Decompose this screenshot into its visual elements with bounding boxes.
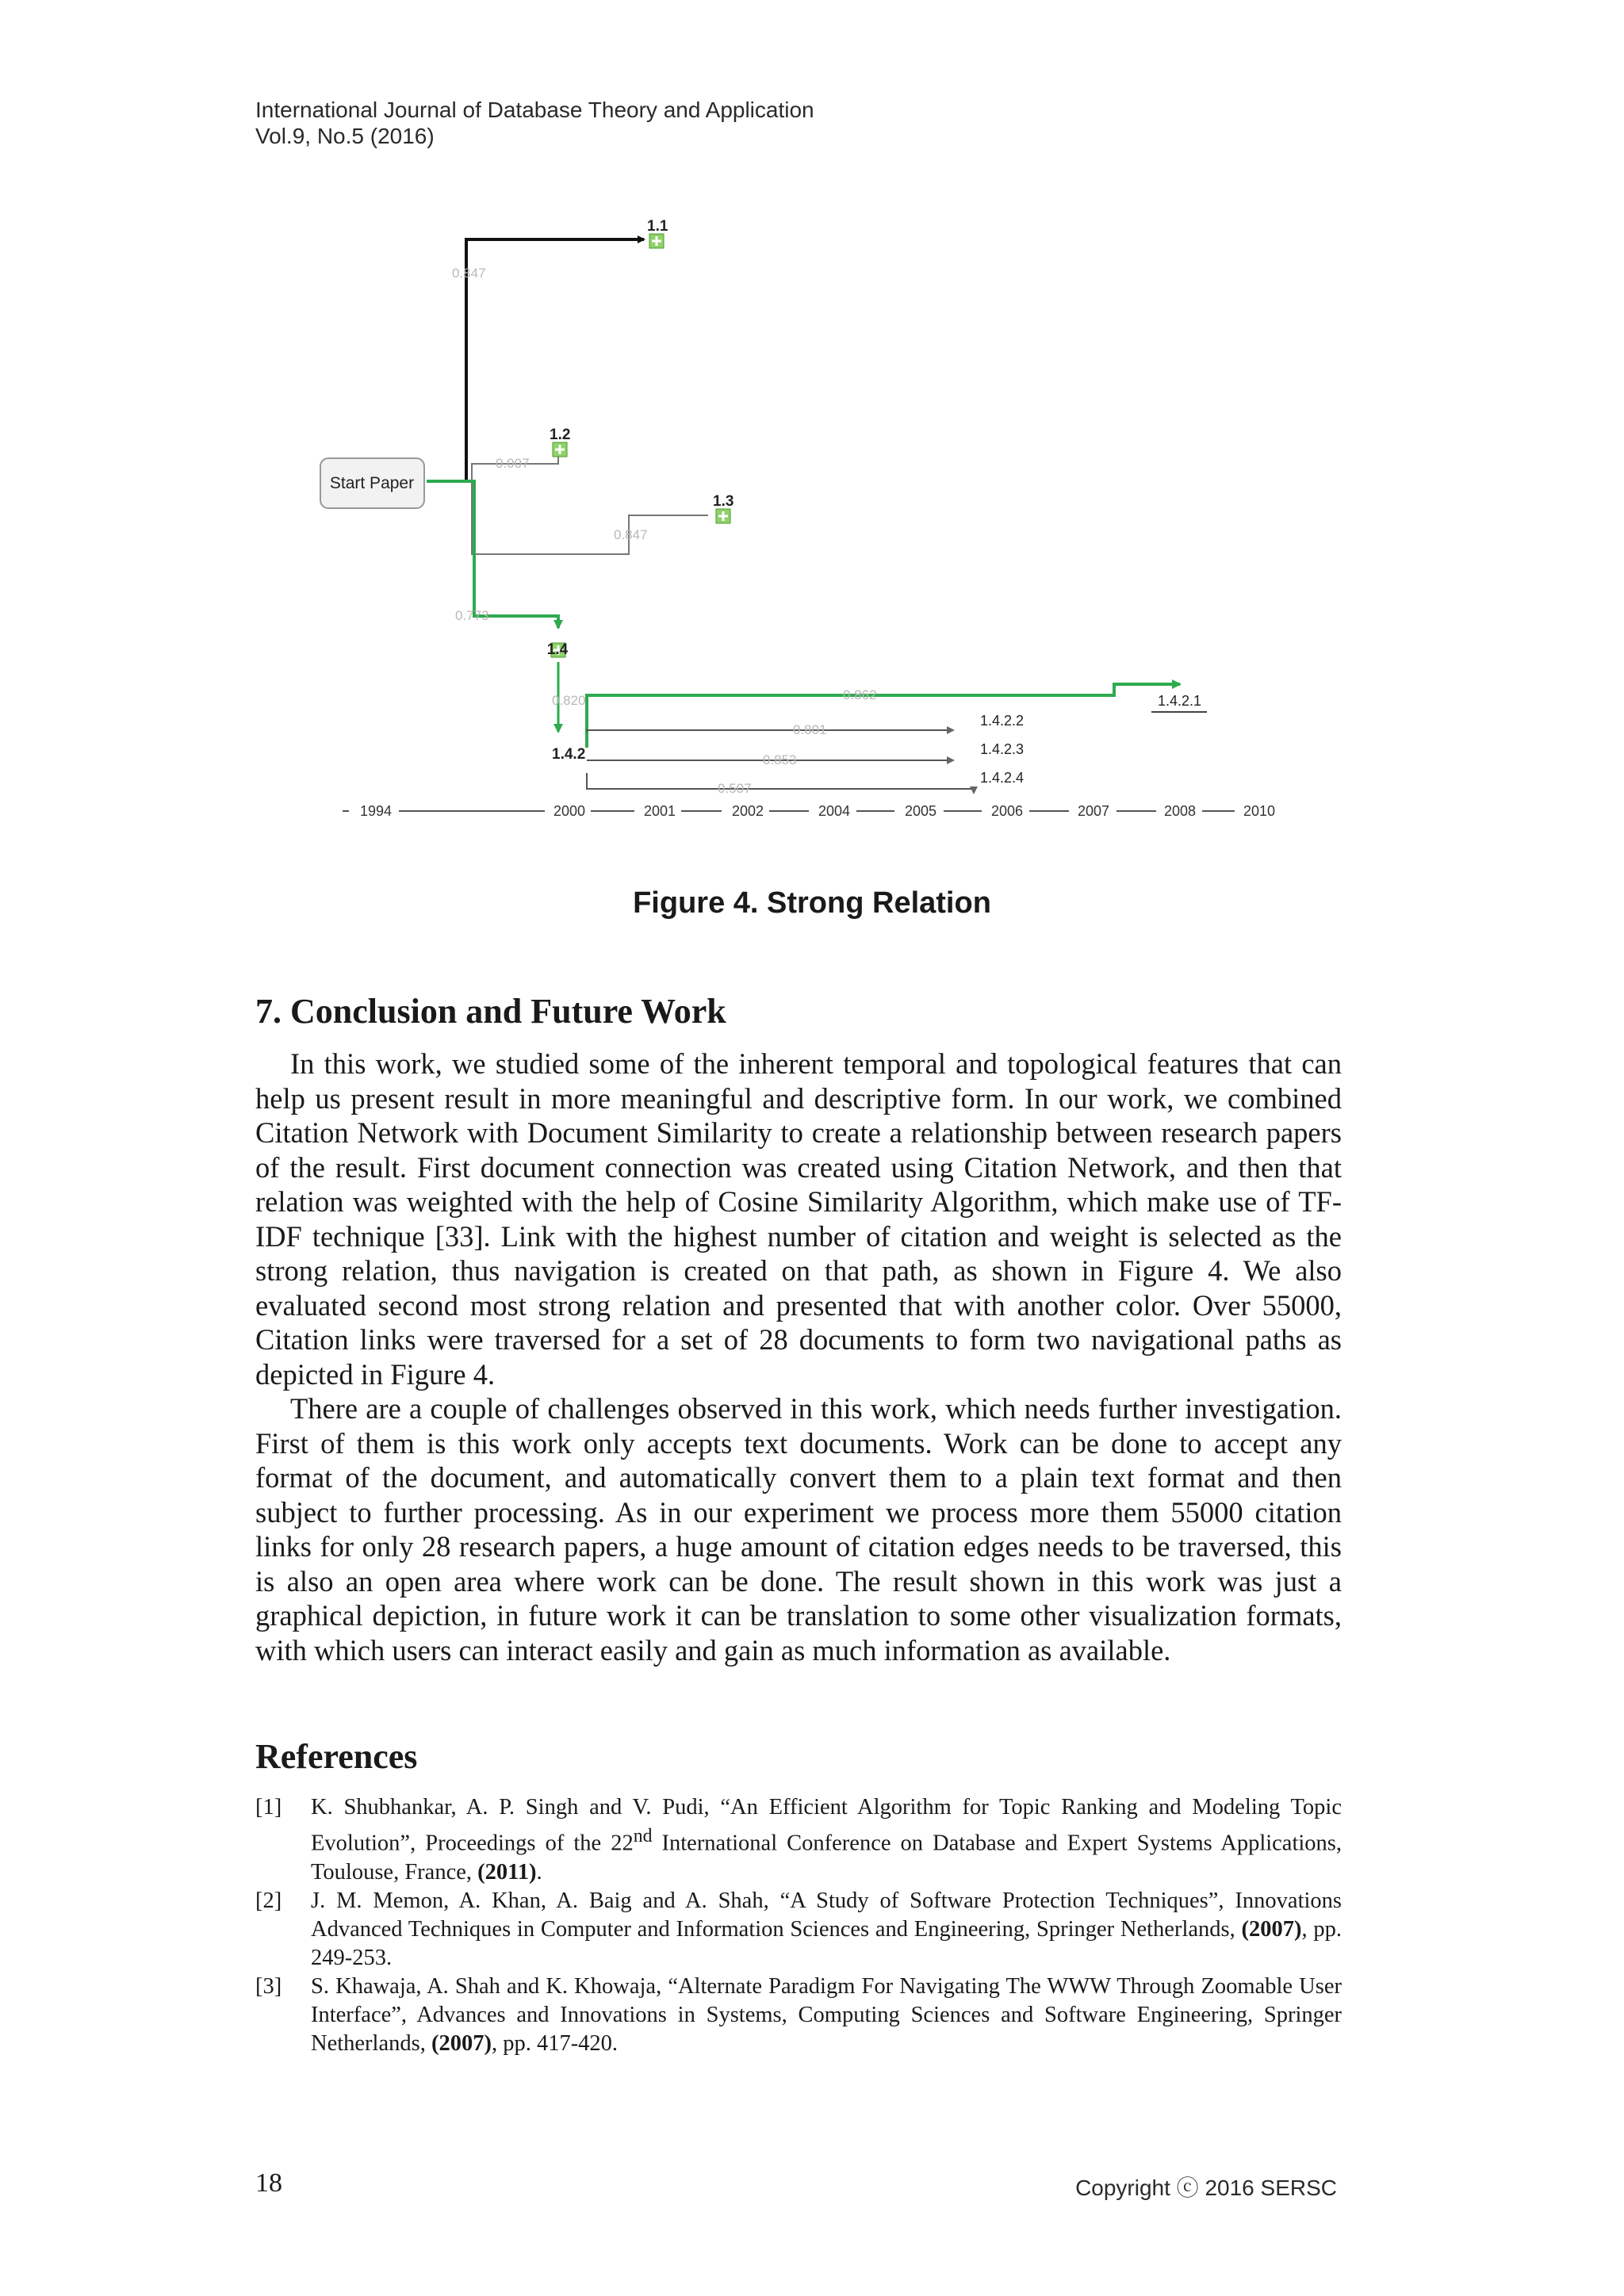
reference-text: K. Shubhankar, A. P. Singh and V. Pudi, “An Efficient Algorithm for Topic Ranking and Modeling Topic Evolution”, Proceedings of the 22nd International Conference on Database and Expert Systems Applications, Toulouse, France, (2011). <box>311 1795 1342 1885</box>
relation-graph <box>317 210 1293 836</box>
paragraph: There are a couple of challenges observed in this work, which needs further investigation. First of them is this work only accepts text documents. Work can be done to accept any format of the document, and automatically convert them to a plain text format and then subject to further processing. As in our experiment we process more them 55000 citation links for only 28 research papers, a huge amount of citation edges needs to be traversed, this is also an open area where work can be done. The result shown in this work was just a graphical depiction, in future work it can be translation to some other visualization formats, with which users can interact easily and gain as much information as available. <box>255 1392 1342 1667</box>
edge-weight: 0.820 <box>552 693 586 708</box>
reference-item <box>255 1887 1342 1973</box>
figure-caption: Figure 4. Strong Relation <box>633 886 991 920</box>
node-label: 1.3 <box>713 493 734 510</box>
reference-item <box>255 1973 1342 2058</box>
reference-number: [3] <box>255 1973 282 1999</box>
journal-name: International Journal of Database Theory and Application <box>255 98 814 122</box>
section-title: 7. Conclusion and Future Work <box>255 992 726 1031</box>
year-label: 1994 <box>360 803 393 819</box>
reference-number: [2] <box>255 1888 282 1913</box>
year-label: 2002 <box>732 803 764 819</box>
references-title: References <box>255 1737 418 1776</box>
node-label: 1.4.2.2 <box>980 713 1025 729</box>
year-label: 2004 <box>818 803 851 819</box>
node-icon-1-1 <box>649 234 664 248</box>
edge-weight: 0.007 <box>496 456 530 471</box>
start-paper-label: Start Paper <box>329 474 415 492</box>
node-label: 1.4.2 <box>552 746 586 763</box>
edge-1-4-2-2 <box>587 729 953 732</box>
edge-weight: 0.773 <box>455 608 489 623</box>
edge-weight: 0.847 <box>452 266 486 281</box>
edge-start-1-3 <box>472 481 708 554</box>
copyright: Copyright ⓒ 2016 SERSC <box>1075 2175 1337 2200</box>
node-icon-1-3 <box>716 509 730 523</box>
running-header <box>255 97 814 149</box>
edge-weight: 0.862 <box>843 687 877 702</box>
year-label: 2008 <box>1164 803 1197 819</box>
edge-weight: 0.507 <box>718 781 752 796</box>
paragraph: In this work, we studied some of the inherent temporal and topological features that can help us present result in more meaningful and descriptive form. In our work, we combined Citation Network with Document Similarity to create a relationship between research papers of the result. First document connection was created using Citation Network, and then that relation was weighted with the help of Cosine Similarity Algorithm, which make use of TF-IDF technique [33]. Link with the highest number of citation and weight is selected as the strong relation, thus navigation is created on that path, as shown in Figure 4. We also evaluated second most strong relation and presented that with another color. Over 55000, Citation links were traversed for a set of 28 documents to form two navigational paths as depicted in Figure 4. <box>255 1047 1342 1391</box>
edge-weight: 0.801 <box>793 722 827 737</box>
node-label: 1.2 <box>550 427 571 443</box>
edge-weight: 0.853 <box>763 752 797 767</box>
node-label: 1.4.2.1 <box>1158 693 1202 709</box>
reference-item <box>255 1793 1342 1887</box>
year-label: 2000 <box>553 803 586 819</box>
journal-volume: Vol.9, No.5 (2016) <box>255 124 435 148</box>
edge-1-4-2-1 <box>587 684 1180 748</box>
node-label: 1.4.2.3 <box>980 741 1025 757</box>
reference-text: J. M. Memon, A. Khan, A. Baig and A. Shah, “A Study of Software Protection Techniques”, Innovations Advanced Techniques in Computer and Information Sciences and Engineering, Springer Netherlands, (2007), pp. 249-253. <box>311 1888 1342 1970</box>
year-label: 2006 <box>991 803 1024 819</box>
figure-4 <box>317 210 1293 836</box>
year-label: 2007 <box>1078 803 1110 819</box>
reference-text: S. Khawaja, A. Shah and K. Khowaja, “Alternate Paradigm For Navigating The WWW Through Zoomable User Interface”, Advances and Innovations in Systems, Computing Sciences and Software Engineering, Springer Netherlands, (2007), pp. 417-420. <box>311 1973 1342 2056</box>
node-label: 1.4.2.4 <box>980 770 1025 786</box>
timeline-axis <box>343 803 1275 819</box>
node-icon-1-2 <box>553 442 567 457</box>
section-body <box>255 1047 1342 1667</box>
edge-weight: 0.847 <box>614 527 648 542</box>
node-label: 1.1 <box>647 218 668 235</box>
node-label: 1.4 <box>546 641 569 658</box>
reference-number: [1] <box>255 1795 282 1820</box>
references-list <box>255 1793 1342 2058</box>
page-number: 18 <box>255 2168 282 2198</box>
year-label: 2010 <box>1243 803 1276 819</box>
year-label: 2001 <box>644 803 676 819</box>
year-label: 2005 <box>905 803 937 819</box>
edge-1-4-2-4 <box>587 773 974 789</box>
